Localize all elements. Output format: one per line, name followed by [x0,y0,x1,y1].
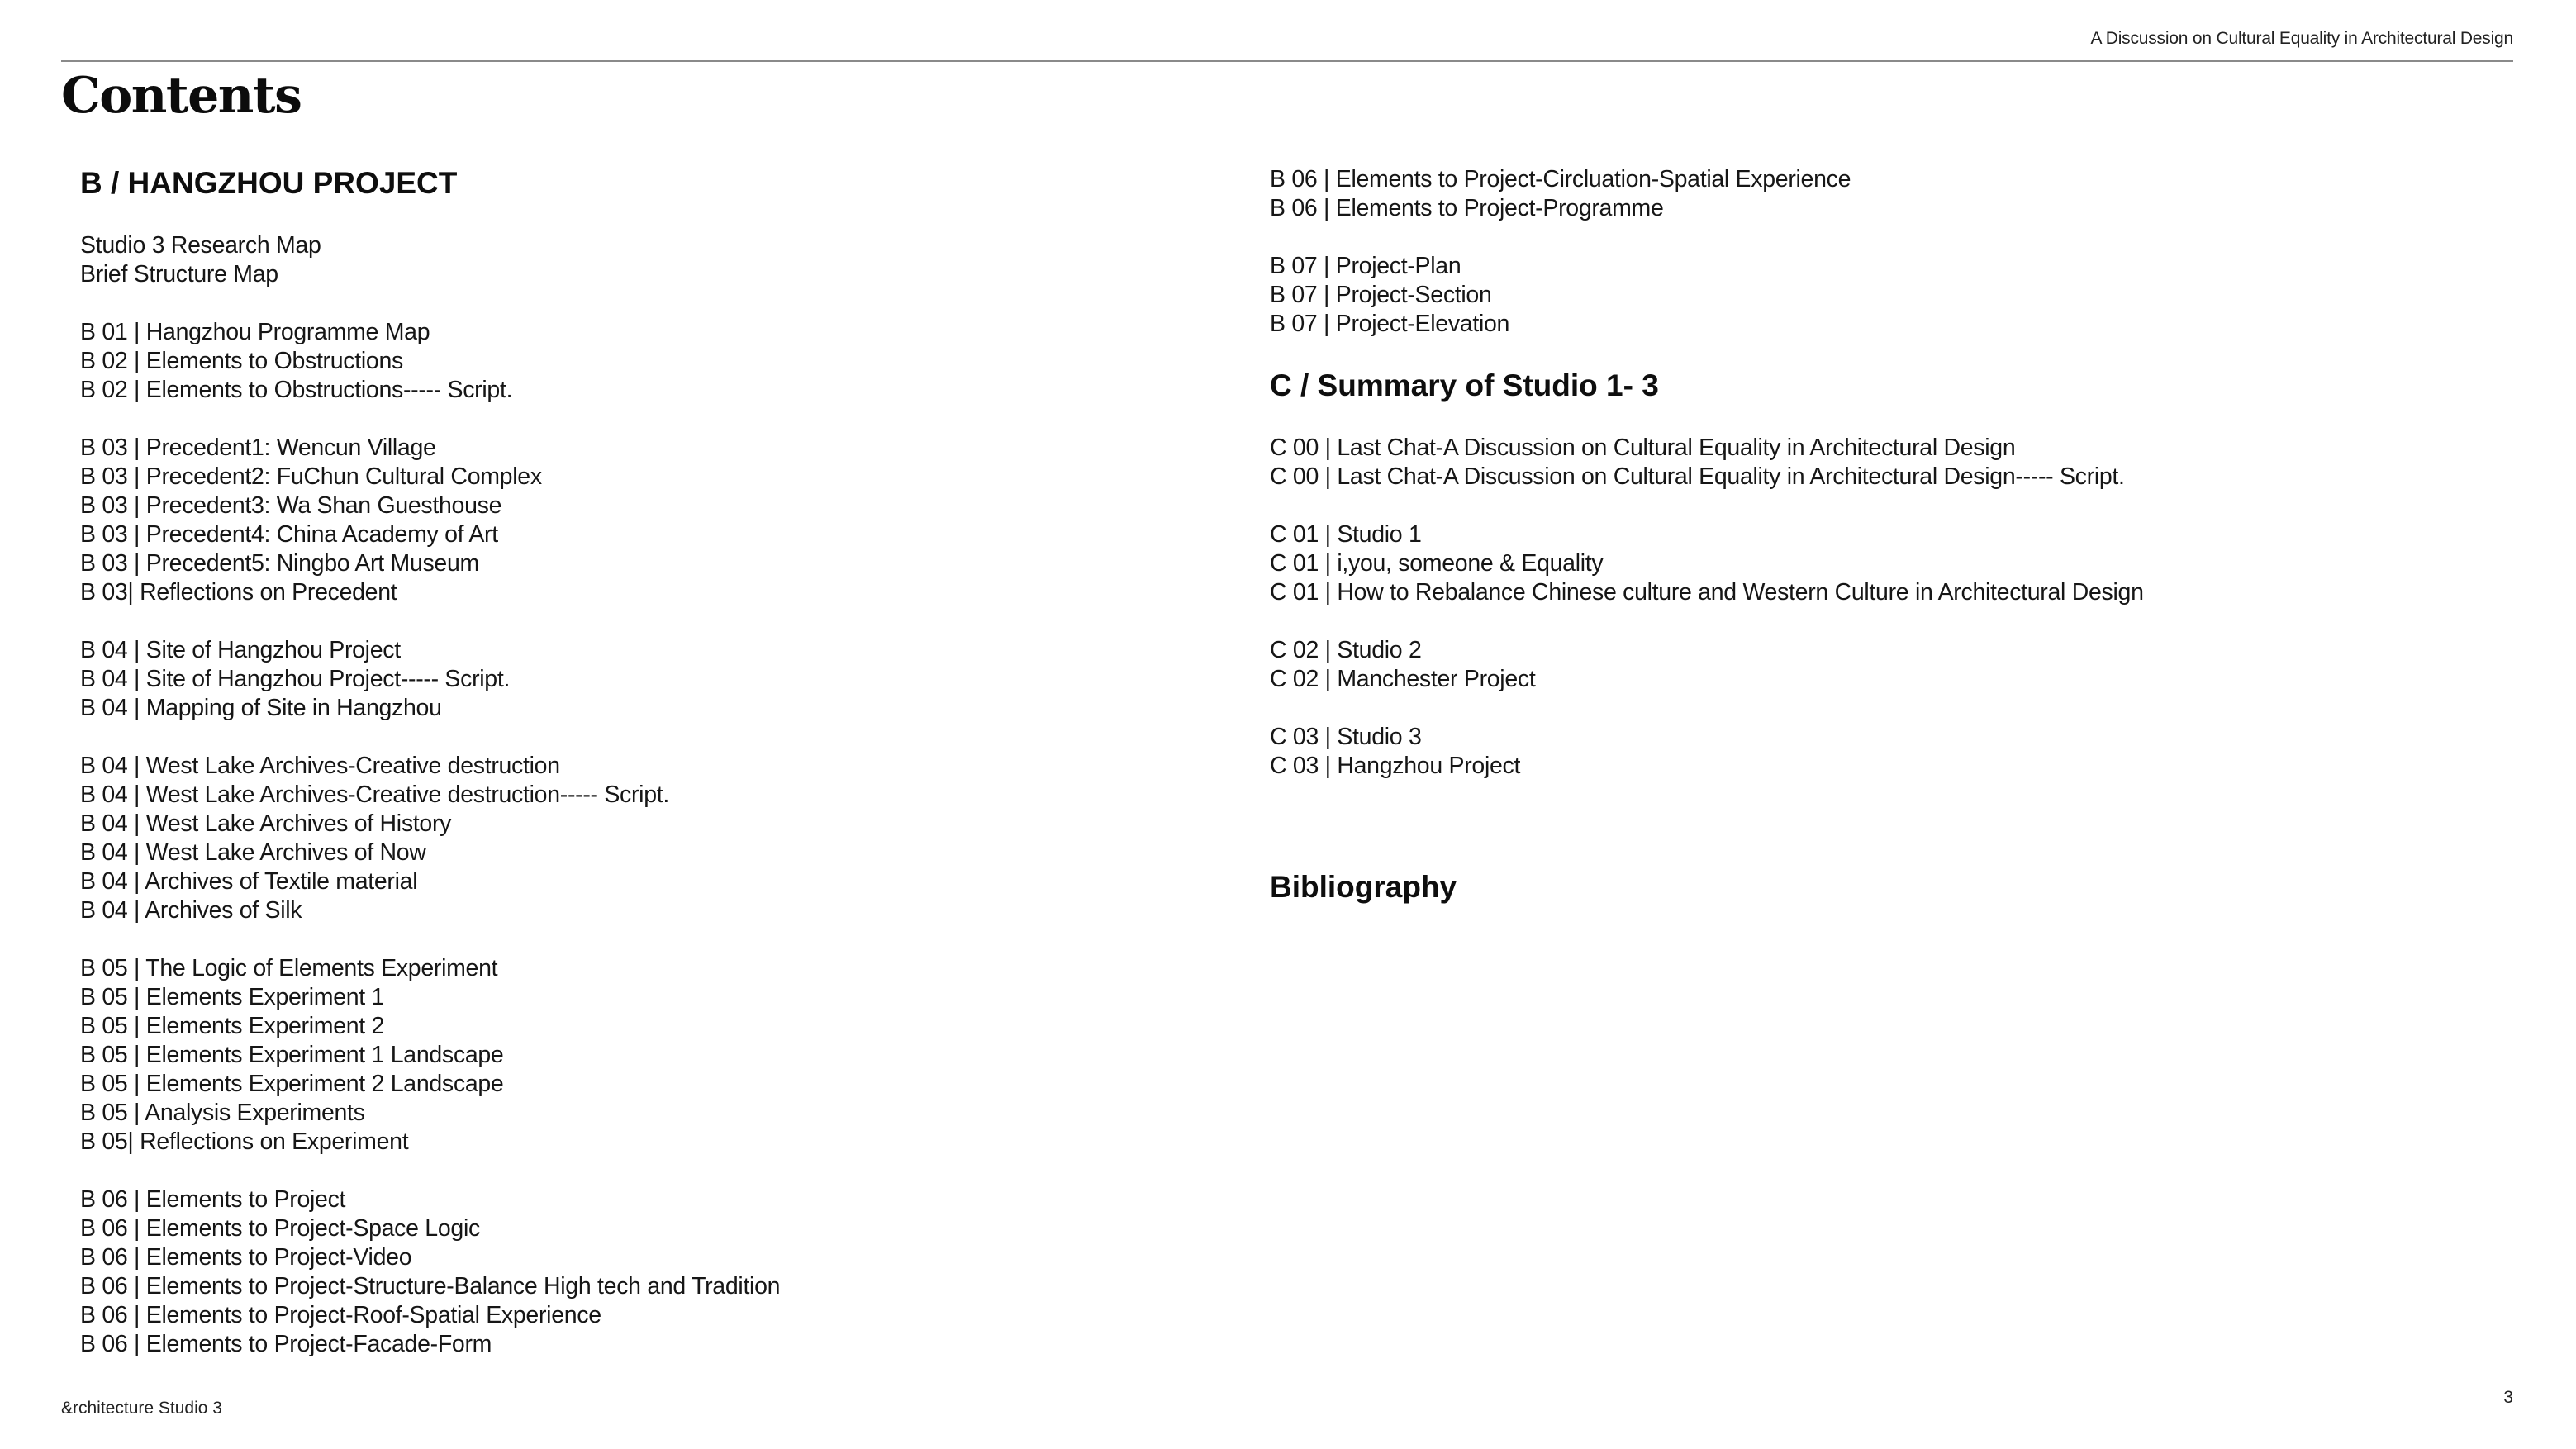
toc-entry[interactable]: B 04 | Mapping of Site in Hangzhou [80,695,442,721]
running-header: A Discussion on Cultural Equality in Architectural Design [2090,29,2513,48]
header-divider [61,60,2513,62]
toc-entry[interactable]: C 03 | Hangzhou Project [1270,753,1521,779]
toc-entry[interactable]: C 01 | Studio 1 [1270,521,1422,548]
toc-entry[interactable]: B 06 | Elements to Project-Video [80,1244,412,1271]
page-number: 3 [2503,1388,2513,1407]
toc-entry[interactable]: Brief Structure Map [80,261,278,287]
toc-entry[interactable]: B 06 | Elements to Project-Programme [1270,195,1664,221]
toc-entry[interactable]: B 05 | Elements Experiment 2 [80,1013,385,1039]
toc-entry[interactable]: C 02 | Manchester Project [1270,666,1536,692]
toc-entry[interactable]: B 05 | Elements Experiment 2 Landscape [80,1071,504,1097]
toc-entry[interactable]: B 01 | Hangzhou Programme Map [80,319,430,345]
toc-entry[interactable]: B 07 | Project-Section [1270,282,1492,308]
toc-entry[interactable]: B 06 | Elements to Project [80,1186,346,1213]
section-heading-c: C / Summary of Studio 1- 3 [1270,368,1659,402]
toc-entry[interactable]: B 04 | Archives of Silk [80,897,302,924]
toc-entry[interactable]: B 03 | Precedent3: Wa Shan Guesthouse [80,492,502,519]
toc-entry[interactable]: B 05 | Elements Experiment 1 [80,984,385,1010]
toc-entry[interactable]: B 05 | Elements Experiment 1 Landscape [80,1042,504,1068]
toc-entry[interactable]: Studio 3 Research Map [80,232,321,259]
toc-entry[interactable]: C 00 | Last Chat-A Discussion on Cultural Equality in Architectural Design----- Script. [1270,463,2125,490]
toc-entry[interactable]: C 00 | Last Chat-A Discussion on Cultural Equality in Architectural Design [1270,435,2016,461]
toc-entry[interactable]: B 03 | Precedent2: FuChun Cultural Complex [80,463,542,490]
toc-entry[interactable]: B 07 | Project-Plan [1270,253,1461,279]
footer-label: &rchitecture Studio 3 [61,1399,222,1418]
toc-entry[interactable]: B 03 | Precedent5: Ningbo Art Museum [80,550,479,577]
toc-entry[interactable]: B 03| Reflections on Precedent [80,579,397,606]
toc-entry[interactable]: B 02 | Elements to Obstructions----- Script. [80,377,513,403]
toc-entry[interactable]: B 04 | West Lake Archives-Creative destruction [80,753,560,779]
toc-entry[interactable]: C 02 | Studio 2 [1270,637,1422,663]
toc-entry[interactable]: C 01 | How to Rebalance Chinese culture and Western Culture in Architectural Design [1270,579,2144,606]
toc-entry[interactable]: B 05 | Analysis Experiments [80,1100,365,1126]
toc-entry[interactable]: B 06 | Elements to Project-Roof-Spatial Experience [80,1302,601,1328]
toc-entry[interactable]: C 03 | Studio 3 [1270,724,1422,750]
section-heading-b: B / HANGZHOU PROJECT [80,166,458,200]
toc-entry[interactable]: B 04 | West Lake Archives-Creative destruction----- Script. [80,782,670,808]
toc-entry[interactable]: B 04 | Site of Hangzhou Project [80,637,401,663]
toc-entry[interactable]: B 04 | Archives of Textile material [80,868,418,895]
toc-entry[interactable]: B 06 | Elements to Project-Structure-Balance High tech and Tradition [80,1273,781,1299]
toc-entry[interactable]: B 04 | West Lake Archives of Now [80,839,426,866]
toc-entry[interactable]: B 04 | Site of Hangzhou Project----- Script. [80,666,511,692]
toc-entry[interactable]: B 07 | Project-Elevation [1270,311,1510,337]
toc-entry[interactable]: C 01 | i,you, someone & Equality [1270,550,1604,577]
toc-entry[interactable]: B 04 | West Lake Archives of History [80,810,452,837]
toc-entry[interactable]: B 03 | Precedent1: Wencun Village [80,435,436,461]
section-heading-bibliography[interactable]: Bibliography [1270,870,1457,904]
toc-entry[interactable]: B 06 | Elements to Project-Facade-Form [80,1331,492,1357]
toc-entry[interactable]: B 02 | Elements to Obstructions [80,348,403,374]
toc-entry[interactable]: B 06 | Elements to Project-Circluation-Spatial Experience [1270,166,1851,192]
toc-entry[interactable]: B 05 | The Logic of Elements Experiment [80,955,498,981]
toc-entry[interactable]: B 05| Reflections on Experiment [80,1128,409,1155]
toc-entry[interactable]: B 06 | Elements to Project-Space Logic [80,1215,480,1242]
toc-entry[interactable]: B 03 | Precedent4: China Academy of Art [80,521,498,548]
page-title: Contents [61,67,302,125]
